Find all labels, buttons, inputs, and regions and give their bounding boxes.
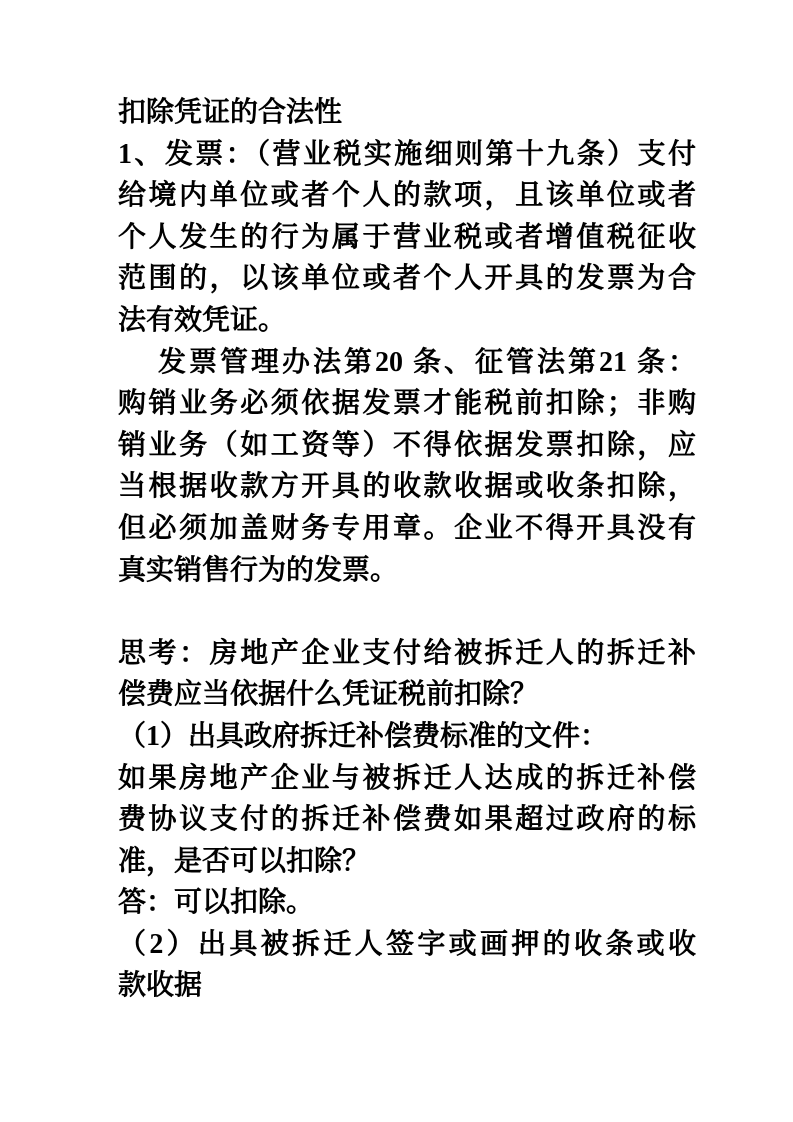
text-line: 个人发生的行为属于营业税或者增值税征收 (118, 221, 696, 253)
blank-line (118, 591, 696, 633)
page-title: 扣除凭证的合法性 (118, 97, 343, 128)
text-line: 发票管理办法第20 条、征管法第21 条： (158, 346, 696, 378)
text-line: 款收据 (118, 970, 203, 1002)
text-line: 思考：房地产企业支付给被拆迁人的拆迁补 (118, 637, 696, 669)
text-line: 答：可以扣除。 (118, 887, 315, 919)
text-line: 1、发票：（营业税实施细则第十九条）支付 (118, 138, 696, 170)
document-body (118, 92, 696, 1007)
text-line: 购销业务必须依据发票才能税前扣除；非购 (118, 388, 696, 420)
text-line: 给境内单位或者个人的款项，且该单位或者 (118, 180, 696, 212)
text-line: 费协议支付的拆迁补偿费如果超过政府的标 (118, 804, 696, 836)
text-line: 但必须加盖财务专用章。企业不得开具没有 (118, 512, 696, 544)
text-line: 偿费应当依据什么凭证税前扣除？ (118, 679, 539, 711)
text-line: 当根据收款方开具的收款收据或收条扣除， (118, 471, 696, 503)
text-line: （1）出具政府拆迁补偿费标准的文件： (118, 720, 609, 752)
text-line: 真实销售行为的发票。 (118, 554, 399, 586)
text-line: 如果房地产企业与被拆迁人达成的拆迁补偿 (118, 762, 696, 794)
text-line: 法有效凭证。 (118, 304, 287, 336)
text-line: （2）出具被拆迁人签字或画押的收条或收 (118, 928, 696, 960)
text-line: 销业务（如工资等）不得依据发票扣除，应 (118, 429, 696, 461)
text-line: 准，是否可以扣除？ (118, 845, 371, 877)
text-line: 范围的，以该单位或者个人开具的发票为合 (118, 263, 696, 295)
